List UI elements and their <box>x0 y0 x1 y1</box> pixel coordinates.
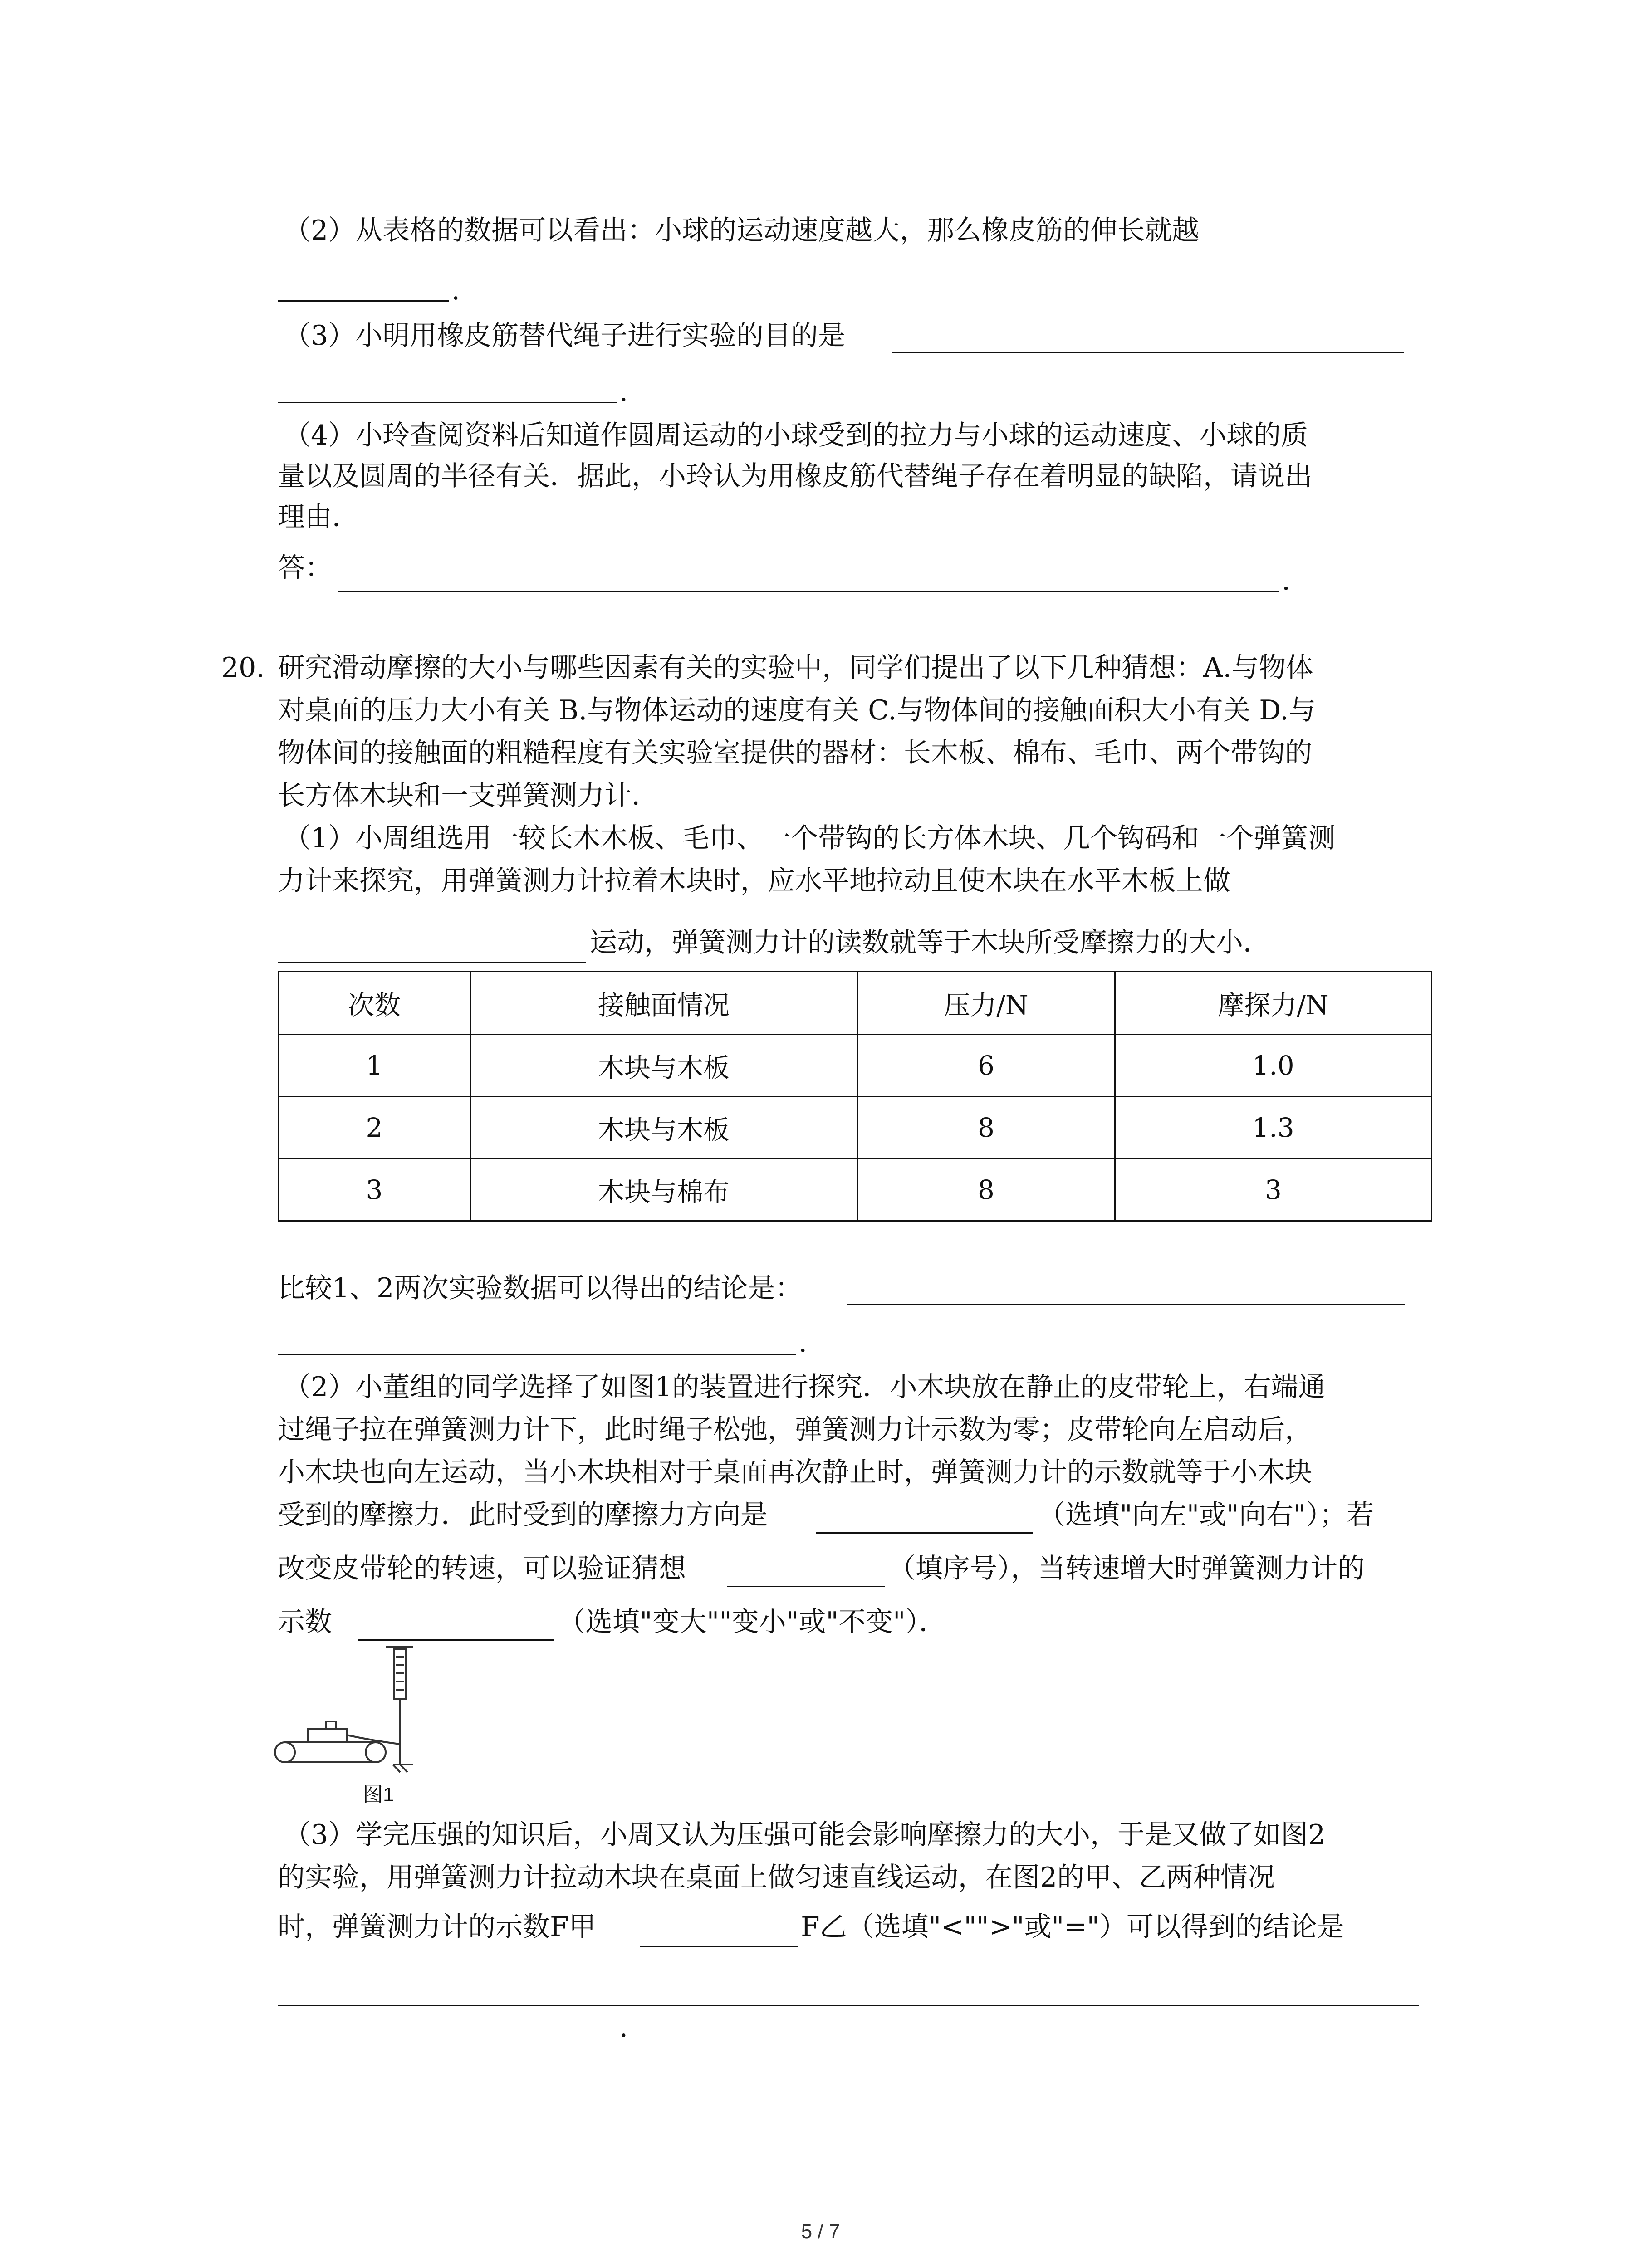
q19-part3-line: （3）小明用橡皮筋替代绳子进行实验的目的是 <box>284 320 846 352</box>
q19-answer-label: 答： <box>278 552 332 584</box>
q19-part2-period: . <box>451 274 460 306</box>
q20-part2-line2: 过绳子拉在弹簧测力计下，此时绳子松弛，弹簧测力计示数为零；皮带轮向左启动后， <box>278 1414 1312 1446</box>
q20-part3-conclusion-blank[interactable] <box>278 2005 1419 2006</box>
table-header-cell: 接触面情况 <box>470 972 857 1035</box>
q20-part3-line1: （3）学完压强的知识后，小周又认为压强可能会影响摩擦力的大小，于是又做了如图2 <box>284 1819 1326 1851</box>
q20-part1-line2: 力计来探究，用弹簧测力计拉着木块时，应水平地拉动且使木块在水平木板上做 <box>278 865 1230 897</box>
q20-part2-line1: （2）小董组的同学选择了如图1的装置进行探究．小木块放在静止的皮带轮上，右端通 <box>284 1371 1326 1403</box>
q20-compare-period: . <box>798 1327 808 1359</box>
wood-block <box>308 1729 347 1742</box>
q20-compare-blank-a[interactable] <box>847 1304 1405 1305</box>
q20-compare-line: 比较1、2两次实验数据可以得出的结论是： <box>278 1272 803 1304</box>
q19-answer-period: . <box>1282 565 1291 596</box>
table-cell: 木块与木板 <box>470 1097 857 1159</box>
q20-part1-line3: 运动，弹簧测力计的读数就等于木块所受摩擦力的大小． <box>590 927 1270 958</box>
q20-part1-blank[interactable] <box>278 962 586 963</box>
q20-part2-line5a: 改变皮带轮的转速，可以验证猜想 <box>278 1553 686 1584</box>
table-cell: 6 <box>857 1035 1115 1097</box>
q20-part3-line3b: F乙（选填"<"">"或"="）可以得到的结论是 <box>801 1911 1345 1943</box>
q20-part2-line4b: （选填"向左"或"向右"）；若 <box>1038 1499 1374 1531</box>
table-header-cell: 压力/N <box>857 972 1115 1035</box>
q19-part3-period: . <box>619 376 628 408</box>
pulley-left <box>275 1742 295 1762</box>
q20-part2-line6a: 示数 <box>278 1606 332 1638</box>
q20-part2-line4a: 受到的摩擦力．此时受到的摩擦力方向是 <box>278 1499 768 1531</box>
q20-part2-line5b: （填序号），当转速增大时弹簧测力计的 <box>888 1553 1365 1584</box>
q20-number: 20. <box>221 652 265 684</box>
table-row <box>279 1159 1432 1221</box>
q19-part2-blank[interactable] <box>278 300 449 302</box>
q20-guess-blank[interactable] <box>727 1586 885 1587</box>
q19-part3-blank-a[interactable] <box>892 352 1404 353</box>
q20-part2-line6b: （选填"变大""变小"或"不变"）． <box>558 1606 946 1638</box>
q20-part2-line3: 小木块也向左运动，当小木块相对于桌面再次静止时，弹簧测力计的示数就等于小木块 <box>278 1457 1312 1488</box>
page-number: 5 / 7 <box>801 2220 840 2243</box>
q20-compare-blank-b[interactable] <box>278 1354 796 1355</box>
q19-part4-line1: （4）小玲查阅资料后知道作圆周运动的小球受到的拉力与小球的运动速度、小球的质 <box>284 420 1308 451</box>
pulley-right <box>366 1742 386 1762</box>
table-header-cell: 次数 <box>279 972 470 1035</box>
q20-direction-blank[interactable] <box>816 1532 1033 1534</box>
q20-compare-force-blank[interactable] <box>640 1946 798 1947</box>
q20-intro-line3: 物体间的接触面的粗糙程度有关实验室提供的器材：长木板、棉布、毛巾、两个带钩的 <box>278 737 1312 769</box>
q20-part1-line1: （1）小周组选用一较长木木板、毛巾、一个带钩的长方体木块、几个钩码和一个弹簧测 <box>284 822 1336 854</box>
q20-intro-line1: 研究滑动摩擦的大小与哪些因素有关的实验中，同学们提出了以下几种猜想：A.与物体 <box>278 652 1313 684</box>
figure-1-belt-apparatus <box>272 1644 422 1808</box>
table-row <box>279 1035 1432 1097</box>
table-row <box>279 1097 1432 1159</box>
table-cell: 木块与棉布 <box>470 1159 857 1221</box>
table-cell: 3 <box>279 1159 470 1221</box>
table-cell: 3 <box>1115 1159 1432 1221</box>
q20-part3-line3a: 时，弹簧测力计的示数F甲 <box>278 1911 596 1943</box>
table-cell: 8 <box>857 1097 1115 1159</box>
q19-part3-blank-b[interactable] <box>278 402 617 403</box>
q19-part4-line3: 理由． <box>278 501 359 533</box>
table-cell: 木块与木板 <box>470 1035 857 1097</box>
weight <box>326 1721 336 1729</box>
table-header-row <box>279 972 1432 1035</box>
table-cell: 1 <box>279 1035 470 1097</box>
table-cell: 1.3 <box>1115 1097 1432 1159</box>
q20-part3-line2: 的实验，用弹簧测力计拉动木块在桌面上做匀速直线运动，在图2的甲、乙两种情况 <box>278 1862 1275 1893</box>
figure-1-caption: 图1 <box>363 1784 394 1806</box>
q20-intro-line2: 对桌面的压力大小有关 B.与物体运动的速度有关 C.与物体间的接触面积大小有关 D.与 <box>278 694 1316 726</box>
table-cell: 8 <box>857 1159 1115 1221</box>
table-cell: 1.0 <box>1115 1035 1432 1097</box>
q19-part2-line: （2）从表格的数据可以看出：小球的运动速度越大，那么橡皮筋的伸长就越 <box>284 215 1200 246</box>
q19-part4-line2: 量以及圆周的半径有关．据此，小玲认为用橡皮筋代替绳子存在着明显的缺陷，请说出 <box>278 460 1312 492</box>
q20-part3-period: . <box>619 2012 628 2043</box>
q20-reading-blank[interactable] <box>358 1639 554 1641</box>
friction-data-table <box>278 971 1432 1222</box>
q20-intro-line4: 长方体木块和一支弹簧测力计． <box>278 780 659 811</box>
table-cell: 2 <box>279 1097 470 1159</box>
table-header-cell: 摩探力/N <box>1115 972 1432 1035</box>
q19-answer-blank[interactable] <box>338 591 1279 592</box>
